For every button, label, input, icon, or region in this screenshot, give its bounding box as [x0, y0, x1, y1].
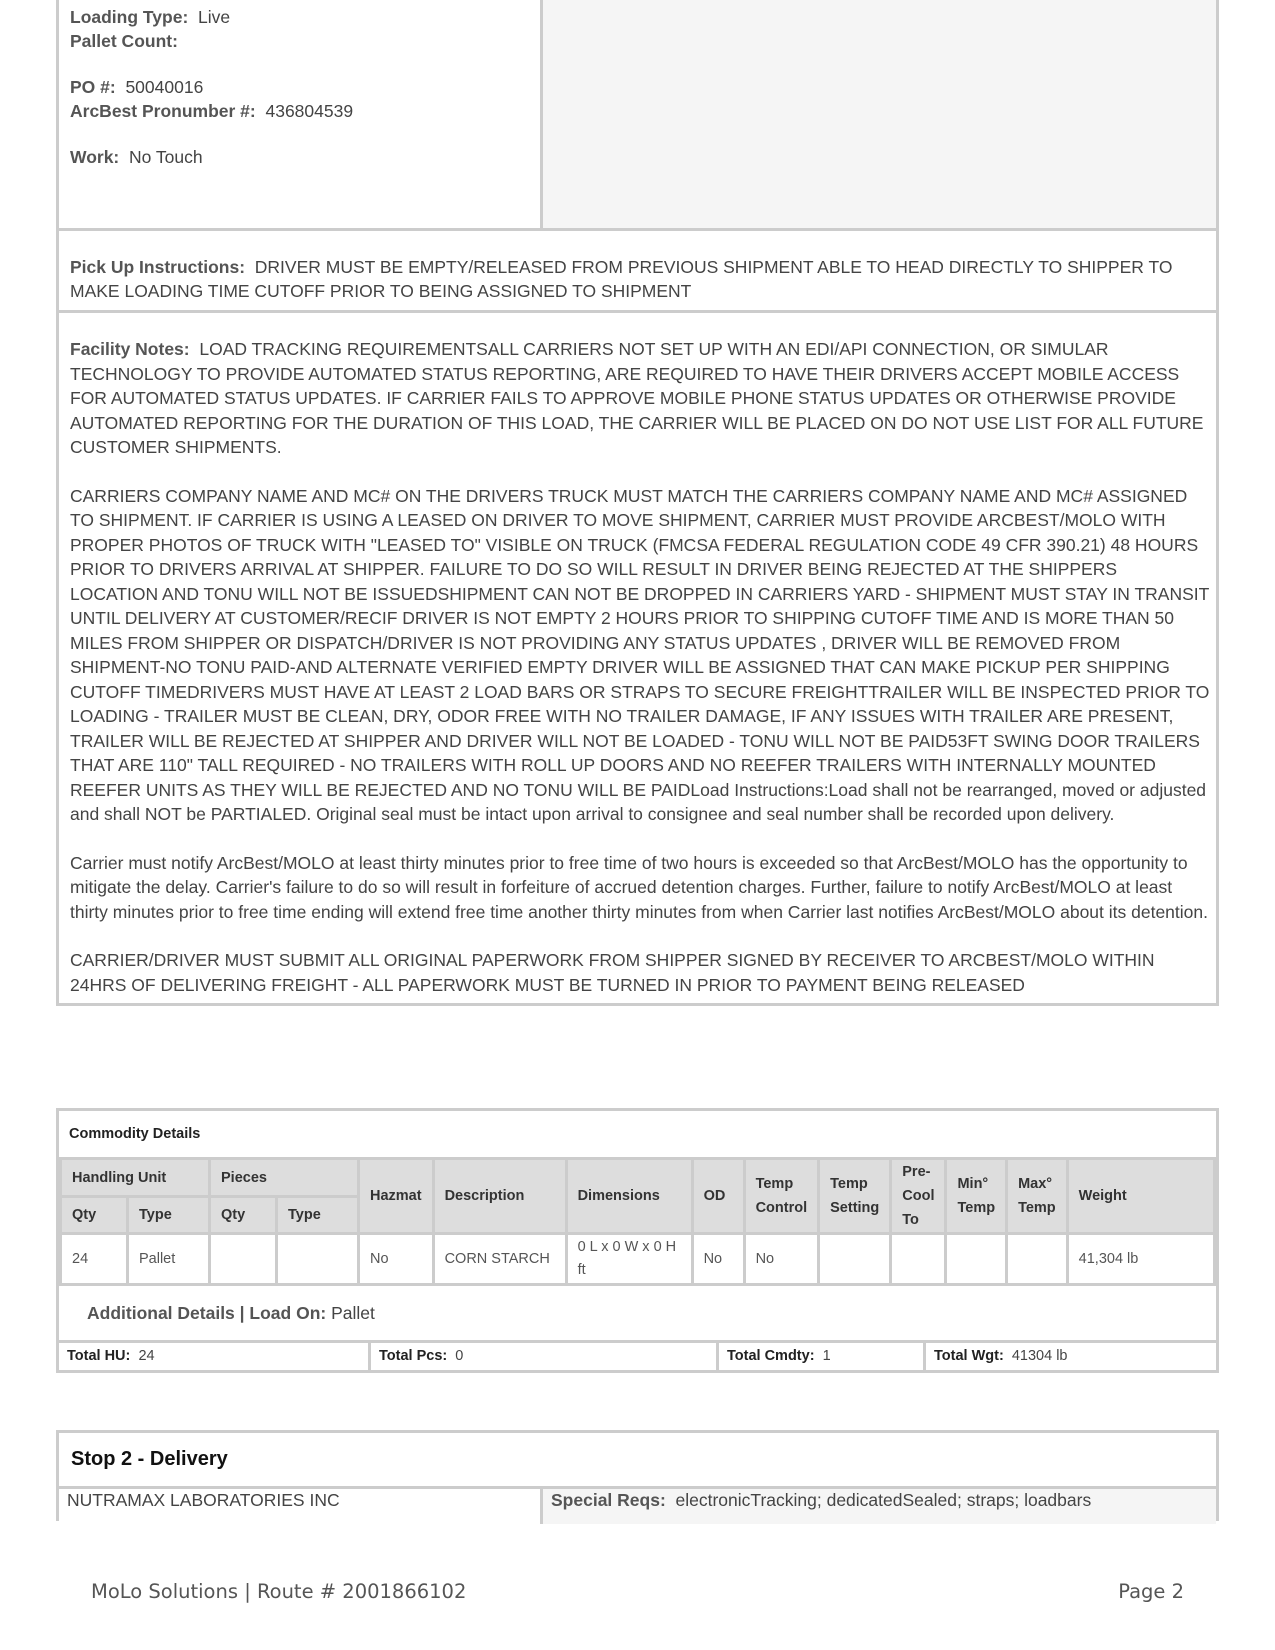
pickup-instructions	[56, 231, 1219, 313]
commodity-table	[59, 1160, 1216, 1286]
cell-min-temp	[946, 1234, 1007, 1285]
shipment-info-right	[543, 0, 1216, 228]
footer-page-number: Page 2	[1118, 1580, 1184, 1603]
cell-dimensions: 0 L x 0 W x 0 H ft	[566, 1234, 692, 1285]
pickup-text: DRIVER MUST BE EMPTY/RELEASED FROM PREVIOUS SHIPMENT ABLE TO HEAD DIRECTLY TO SHIPPER TO MAKE LOADING TIME CUTOFF PRIOR TO BEING ASSIGNED TO SHIPMENT	[70, 257, 1173, 301]
facility-notes-label: Facility Notes:	[70, 339, 190, 359]
header-pre-cool: Pre- Cool To	[891, 1160, 946, 1234]
total-hu: Total HU: 24	[59, 1343, 371, 1370]
commodity-details-title: Commodity Details	[59, 1111, 1216, 1160]
total-wgt: Total Wgt: 41304 lb	[934, 1348, 1068, 1364]
facility-notes-p4: CARRIER/DRIVER MUST SUBMIT ALL ORIGINAL PAPERWORK FROM SHIPPER SIGNED BY RECEIVER TO ARCBEST/MOLO WITHIN 24HRS OF DELIVERING FREIGHT - ALL PAPERWORK MUST BE TURNED IN PRIOR TO PAYMENT BEING RELEASED	[70, 950, 1155, 995]
header-temp-setting: Temp Setting	[819, 1160, 891, 1234]
header-handling-unit: Handling Unit	[61, 1160, 210, 1197]
cell-pc-qty	[210, 1234, 277, 1285]
total-pcs: Total Pcs: 0	[371, 1343, 719, 1370]
pallet-count-label: Pallet Count:	[70, 30, 178, 51]
po-row	[70, 76, 540, 100]
header-hazmat: Hazmat	[359, 1160, 434, 1234]
header-hu-type: Type	[128, 1197, 210, 1234]
header-pc-qty: Qty	[210, 1197, 277, 1234]
table-row	[61, 1234, 1215, 1285]
facility-notes-p1	[70, 337, 1210, 460]
cell-weight: 41,304 lb	[1067, 1234, 1214, 1285]
stop-row	[59, 1489, 1216, 1524]
facility-notes-p3: Carrier must notify ArcBest/MOLO at least thirty minutes prior to free time of two hours is exceeded so that ArcBest/MOLO has the opportunity to mitigate the delay. Carrier's failure to do so will result in forfeiture of accrued detention charges. Further, failure to notify ArcBest/MOLO at least thirty minutes prior to free time ending will extend free time another thirty minutes from when Carrier last notifies ArcBest/MOLO about its detention.	[70, 852, 1208, 922]
pickup-label: Pick Up Instructions:	[70, 257, 246, 277]
cell-description: CORN STARCH	[433, 1234, 566, 1285]
header-temp-control: Temp Control	[744, 1160, 819, 1234]
total-cmdty: Total Cmdty: 1	[719, 1343, 926, 1370]
pronumber-label: ArcBest Pronumber #:	[70, 100, 256, 121]
header-dimensions: Dimensions	[566, 1160, 692, 1234]
stop-company: NUTRAMAX LABORATORIES INC	[59, 1489, 543, 1524]
cell-pc-type	[277, 1234, 359, 1285]
work-value: No Touch	[129, 147, 203, 167]
loading-type-label: Loading Type:	[70, 7, 189, 27]
footer-route: MoLo Solutions | Route # 2001866102	[91, 1580, 467, 1603]
header-pieces: Pieces	[210, 1160, 359, 1197]
stop-delivery	[56, 1430, 1219, 1521]
cell-temp-control: No	[744, 1234, 819, 1285]
header-weight: Weight	[1067, 1160, 1214, 1234]
po-value: 50040016	[125, 77, 204, 97]
cell-hazmat: No	[359, 1234, 434, 1285]
pronumber-row	[70, 100, 540, 124]
cell-pre-cool	[891, 1234, 946, 1285]
additional-details-value: Pallet	[331, 1303, 375, 1323]
stop-title: Stop 2 - Delivery	[59, 1433, 1216, 1489]
commodity-details	[56, 1108, 1219, 1373]
special-reqs-label: Special Reqs:	[551, 1490, 666, 1510]
work-row	[70, 146, 540, 170]
pronumber-value: 436804539	[265, 100, 354, 121]
header-od: OD	[692, 1160, 744, 1234]
facility-notes-text-1: LOAD TRACKING REQUIREMENTSALL CARRIERS NOT SET UP WITH AN EDI/API CONNECTION, OR SIMULAR TECHNOLOGY TO PROVIDE AUTOMATED STATUS REPORTING, ARE REQUIRED TO HAVE THEIR DRIVERS ACCEPT MOBILE ACCESS FOR AUTOMATED STATUS UPDATES. IF CARRIER FAILS TO APPROVE MOBILE PHONE STATUS UPDATES OR OTHERWISE PROVIDE AUTOMATED REPORTING FOR THE DURATION OF THIS LOAD, THE CARRIER WILL BE PLACED ON DO NOT USE LIST FOR ALL FUTURE CUSTOMER SHIPMENTS.	[70, 339, 1204, 457]
header-min-temp: Min° Temp	[946, 1160, 1007, 1234]
work-label: Work:	[70, 147, 120, 167]
shipment-info-left	[59, 0, 543, 228]
cell-hu-qty: 24	[61, 1234, 128, 1285]
facility-notes-p2: CARRIERS COMPANY NAME AND MC# ON THE DRIVERS TRUCK MUST MATCH THE CARRIERS COMPANY NAME AND MC# ASSIGNED TO SHIPMENT. IF CARRIER IS USING A LEASED ON DRIVER TO MOVE SHIPMENT, CARRIER MUST PROVIDE ARCBEST/MOLO WITH PROPER PHOTOS OF TRUCK WITH "LEASED TO" VISIBLE ON TRUCK (FMCSA FEDERAL REGULATION CODE 49 CFR 390.21) 48 HOURS PRIOR TO DRIVERS ARRIVAL AT SHIPPER. FAILURE TO DO SO WILL RESULT IN DRIVER BEING REJECTED AT THE SHIPPERS LOCATION AND TONU WILL NOT BE ISSUEDSHIPMENT CAN NOT BE DROPPED IN CARRIERS YARD - SHIPMENT MUST STAY IN TRANSIT UNTIL DELIVERY AT CUSTOMER/RECIF DRIVER IS NOT EMPTY 2 HOURS PRIOR TO SHIPPING CUTOFF TIME AND IS MORE THAN 50 MILES FROM SHIPPER OR DISPATCH/DRIVER IS NOT PROVIDING ANY STATUS UPDATES , DRIVER WILL BE REMOVED FROM SHIPMENT-NO TONU PAID-AND ALTERNATE VERIFIED EMPTY DRIVER WILL BE ASSIGNED THAT CAN MAKE PICKUP PER SHIPPING CUTOFF TIMEDRIVERS MUST HAVE AT LEAST 2 LOAD BARS OR STRAPS TO SECURE FREIGHTTRAILER WILL BE INSPECTED PRIOR TO LOADING - TRAILER MUST BE CLEAN, DRY, ODOR FREE WITH NO TRAILER DAMAGE, IF ANY ISSUES WITH TRAILER ARE PRESENT, TRAILER WILL BE REJECTED AT SHIPPER AND DRIVER WILL NOT BE LOADED - TONU WILL NOT BE PAID53FT SWING DOOR TRAILERS THAT ARE 110" TALL REQUIRED - NO TRAILERS WITH ROLL UP DOORS AND NO REEFER TRAILERS WITH INTERNALLY MOUNTED REEFER UNITS AS THEY WILL BE REJECTED AND NO TONU WILL BE PAIDLoad Instructions:Load shall not be rearranged, moved or adjusted and shall NOT be PARTIALED. Original seal must be intact upon arrival to consignee and seal number shall be recorded upon delivery.	[70, 485, 1210, 824]
facility-notes	[56, 313, 1219, 1006]
header-pc-type: Type	[277, 1197, 359, 1234]
header-max-temp: Max° Temp	[1007, 1160, 1068, 1234]
stop-special-reqs	[543, 1489, 1216, 1524]
cell-od: No	[692, 1234, 744, 1285]
cell-hu-type: Pallet	[128, 1234, 210, 1285]
shipment-info-box	[56, 0, 1219, 231]
loading-type-value: Live	[198, 7, 231, 27]
page-footer	[91, 1580, 1184, 1603]
totals-row	[59, 1343, 1216, 1370]
pallet-count-row	[70, 30, 540, 54]
page-content	[56, 0, 1219, 1006]
additional-details	[59, 1286, 1216, 1343]
po-label: PO #:	[70, 77, 116, 97]
cell-max-temp	[1007, 1234, 1068, 1285]
header-description: Description	[433, 1160, 566, 1234]
additional-details-label: Additional Details | Load On:	[87, 1303, 327, 1323]
header-hu-qty: Qty	[61, 1197, 128, 1234]
cell-temp-setting	[819, 1234, 891, 1285]
loading-type-row	[70, 6, 540, 30]
special-reqs-value: electronicTracking; dedicatedSealed; straps; loadbars	[675, 1490, 1092, 1510]
